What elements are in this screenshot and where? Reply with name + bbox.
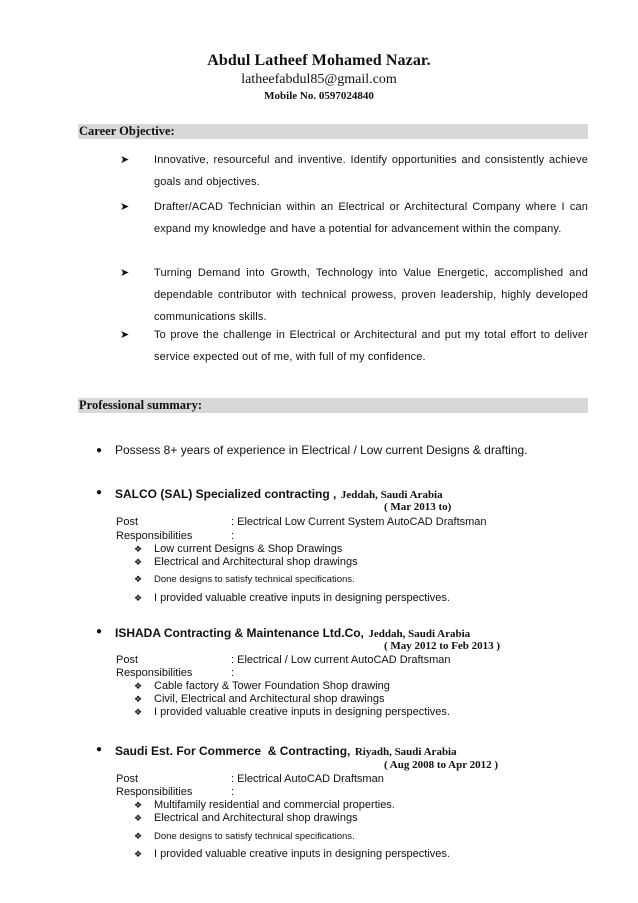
responsibility-item — [134, 556, 358, 568]
objective-item — [120, 196, 588, 240]
round-bullet-icon: ● — [96, 487, 103, 498]
responsibility-text: Multifamily residential and commercial properties. — [154, 799, 395, 811]
diamond-bullet-icon: ❖ — [134, 707, 143, 717]
applicant-mobile: Mobile No. 0597024840 — [264, 90, 374, 102]
responsibilities-colon: : — [231, 786, 235, 798]
post-value: : Electrical Low Current System AutoCAD Draftsman — [231, 516, 487, 528]
diamond-bullet-icon: ❖ — [134, 813, 143, 823]
company-location: Jeddah, Saudi Arabia — [340, 489, 443, 501]
diamond-bullet-icon: ❖ — [134, 694, 143, 704]
objective-item — [120, 324, 588, 368]
job-period: ( May 2012 to Feb 2013 ) — [384, 640, 501, 652]
diamond-bullet-icon: ❖ — [134, 681, 143, 691]
objective-text: To prove the challenge in Electrical or Architectural and put my total effort to deliver service expected out of me, with full of my confidence. — [154, 329, 588, 363]
responsibility-text: I provided valuable creative inputs in designing perspectives. — [154, 592, 450, 604]
responsibility-text: Low current Designs & Shop Drawings — [154, 543, 343, 555]
post-label: Post — [116, 654, 139, 666]
responsibility-item — [134, 693, 385, 705]
diamond-bullet-icon: ❖ — [134, 544, 143, 554]
post-label: Post — [116, 516, 139, 528]
objective-text: Turning Demand into Growth, Technology into Value Energetic, accomplished and dependable contributor with technical prowess, proven leadership, highly developed communications skills. — [154, 267, 588, 323]
objective-item — [120, 262, 588, 328]
job-period: ( Mar 2013 to) — [384, 501, 452, 513]
applicant-email: latheefabdul85@gmail.com — [241, 72, 397, 87]
job-period: ( Aug 2008 to Apr 2012 ) — [384, 759, 499, 771]
round-bullet-icon: ● — [96, 744, 103, 755]
responsibility-text: Electrical and Architectural shop drawings — [154, 812, 358, 824]
summary-intro-text: Possess 8+ years of experience in Electrical / Low current Designs & drafting. — [115, 443, 528, 457]
responsibility-item — [134, 574, 355, 585]
round-bullet-icon: ● — [96, 445, 103, 456]
objective-text: Drafter/ACAD Technician within an Electrical or Architectural Company where I can expand my knowledge and have a potential for advancement within the company. — [154, 201, 588, 235]
applicant-name: Abdul Latheef Mohamed Nazar. — [207, 52, 431, 69]
responsibility-text: Cable factory & Tower Foundation Shop drawing — [154, 680, 390, 692]
responsibility-text: Done designs to satisfy technical specifications. — [154, 574, 355, 585]
company-location: Jeddah, Saudi Arabia — [368, 628, 471, 640]
responsibility-item — [134, 799, 395, 811]
responsibility-item — [134, 831, 355, 842]
responsibility-item — [134, 543, 342, 555]
responsibilities-label: Responsibilities — [116, 530, 193, 542]
diamond-bullet-icon: ❖ — [134, 593, 143, 603]
responsibilities-label: Responsibilities — [116, 667, 193, 679]
responsibilities-colon: : — [231, 530, 235, 542]
responsibilities-colon: : — [231, 667, 235, 679]
post-value: : Electrical / Low current AutoCAD Draftsman — [231, 654, 451, 666]
round-bullet-icon: ● — [96, 626, 103, 637]
responsibility-text: Electrical and Architectural shop drawings — [154, 556, 358, 568]
responsibility-item — [134, 592, 450, 604]
arrow-bullet-icon: ➤ — [120, 267, 130, 279]
responsibility-text: I provided valuable creative inputs in designing perspectives. — [154, 706, 450, 718]
career-objective-heading: Career Objective: — [78, 124, 588, 139]
post-value: : Electrical AutoCAD Draftsman — [231, 773, 384, 785]
objective-text: Innovative, resourceful and inventive. Identify opportunities and consistently achieve goals and objectives. — [154, 154, 588, 188]
post-label: Post — [116, 773, 139, 785]
responsibility-text: Civil, Electrical and Architectural shop drawings — [154, 693, 385, 705]
responsibility-text: Done designs to satisfy technical specifications. — [154, 831, 355, 842]
company-name: ISHADA Contracting & Maintenance Ltd.Co, — [115, 626, 364, 640]
diamond-bullet-icon: ❖ — [134, 557, 143, 567]
responsibility-item — [134, 848, 450, 860]
professional-summary-heading: Professional summary: — [78, 398, 588, 413]
company-location: Riyadh, Saudi Arabia — [354, 746, 457, 758]
responsibility-item — [134, 812, 358, 824]
responsibility-item — [134, 706, 450, 718]
responsibilities-label: Responsibilities — [116, 786, 193, 798]
responsibility-item — [134, 680, 390, 692]
diamond-bullet-icon: ❖ — [134, 831, 143, 841]
objective-item — [120, 149, 588, 193]
diamond-bullet-icon: ❖ — [134, 849, 143, 859]
arrow-bullet-icon: ➤ — [120, 154, 130, 166]
responsibility-text: I provided valuable creative inputs in designing perspectives. — [154, 848, 450, 860]
company-name: Saudi Est. For Commerce & Contracting, — [115, 744, 351, 758]
arrow-bullet-icon: ➤ — [120, 201, 130, 213]
company-name: SALCO (SAL) Specialized contracting , — [115, 487, 337, 501]
diamond-bullet-icon: ❖ — [134, 800, 143, 810]
arrow-bullet-icon: ➤ — [120, 329, 130, 341]
diamond-bullet-icon: ❖ — [134, 574, 143, 584]
